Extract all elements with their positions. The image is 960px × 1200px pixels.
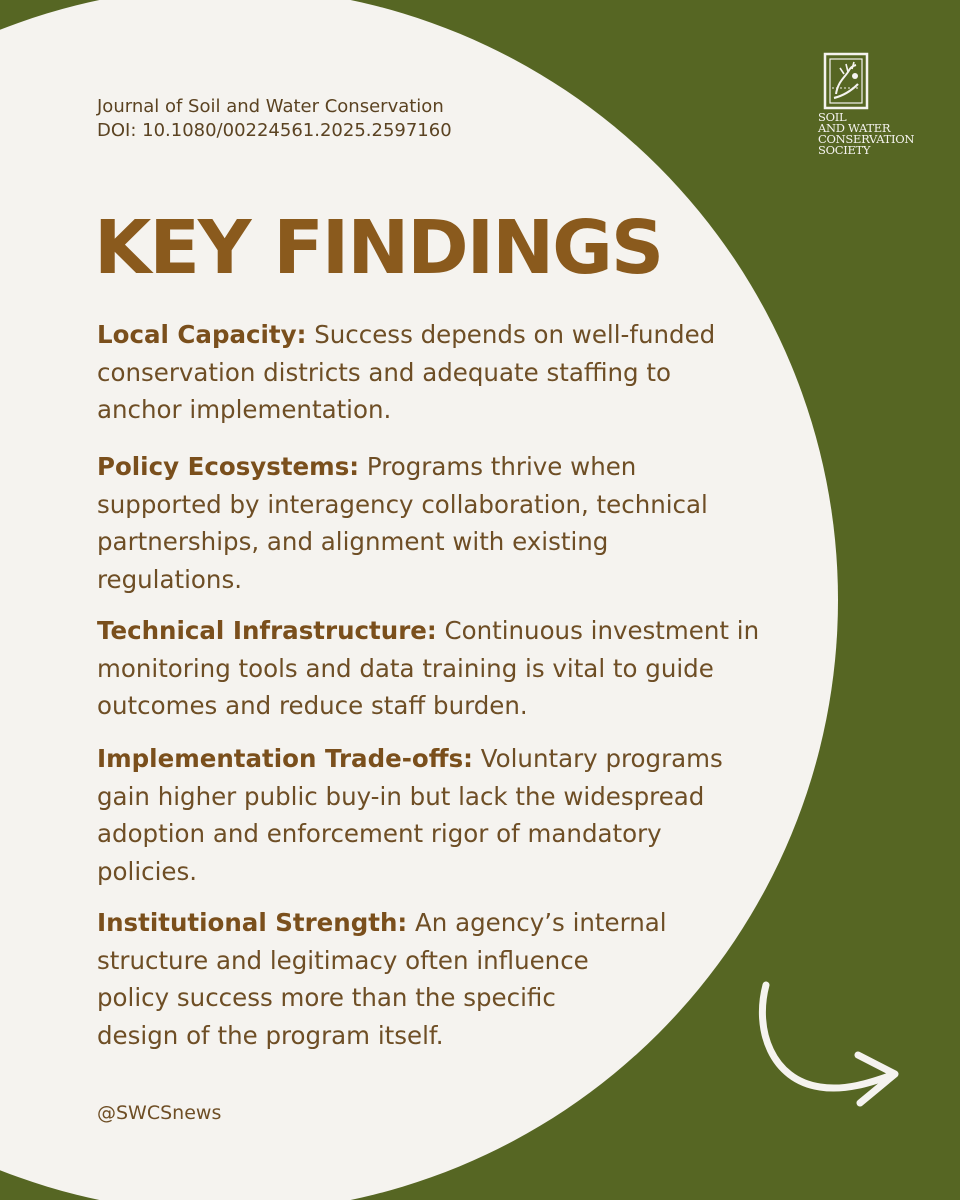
finding-policy-ecosystems — [97, 448, 708, 598]
logo-line: SOIL — [818, 110, 847, 124]
swcs-logo — [818, 52, 915, 157]
finding-label: Local Capacity: — [97, 320, 307, 349]
finding-text: Success depends on well-funded — [306, 320, 716, 349]
finding-text: design of the program itself. — [97, 1020, 444, 1050]
finding-text: An agency’s internal — [407, 908, 667, 937]
finding-text: anchor implementation. — [97, 395, 392, 424]
social-handle: @SWCSnews — [97, 1102, 222, 1124]
logo-line: CONSERVATION — [818, 132, 915, 146]
finding-text: gain higher public buy-in but lack the widespread — [97, 781, 705, 811]
finding-text: outcomes and reduce staff burden. — [97, 691, 528, 720]
finding-implementation-tradeoffs — [97, 740, 723, 890]
finding-text: adoption and enforcement rigor of mandatory — [97, 819, 662, 848]
finding-local-capacity — [97, 316, 715, 429]
journal-name: Journal of Soil and Water Conservation — [97, 96, 444, 117]
curved-arrow-right-icon — [750, 975, 910, 1125]
finding-text: conservation districts and adequate staffing to — [97, 357, 671, 387]
finding-text: partnerships, and alignment with existing — [97, 527, 609, 556]
finding-text: Continuous investment in — [436, 616, 760, 645]
finding-text: Programs thrive when — [359, 452, 637, 481]
finding-text: structure and legitimacy often influence — [97, 945, 589, 975]
swcs-logo-text — [818, 110, 915, 157]
swcs-logo-icon — [822, 52, 870, 110]
logo-line: AND WATER — [818, 121, 891, 135]
journal-doi: DOI: 10.1080/00224561.2025.2597160 — [97, 120, 452, 141]
page-title: KEY FINDINGS — [94, 205, 663, 291]
finding-text: Voluntary programs — [472, 744, 723, 773]
finding-text: supported by interagency collaboration, technical — [97, 489, 708, 519]
logo-line: SOCIETY — [818, 143, 871, 157]
finding-label: Implementation Trade-offs: — [97, 744, 473, 773]
finding-text: regulations. — [97, 564, 242, 594]
finding-label: Institutional Strength: — [97, 908, 408, 937]
finding-text: policies. — [97, 856, 198, 886]
finding-label: Policy Ecosystems: — [97, 452, 360, 481]
finding-label: Technical Infrastructure: — [97, 616, 437, 645]
finding-institutional-strength — [97, 904, 667, 1054]
finding-technical-infrastructure — [97, 612, 759, 725]
journal-info — [97, 95, 452, 143]
finding-text: policy success more than the specific — [97, 983, 556, 1012]
finding-text: monitoring tools and data training is vital to guide — [97, 653, 714, 683]
